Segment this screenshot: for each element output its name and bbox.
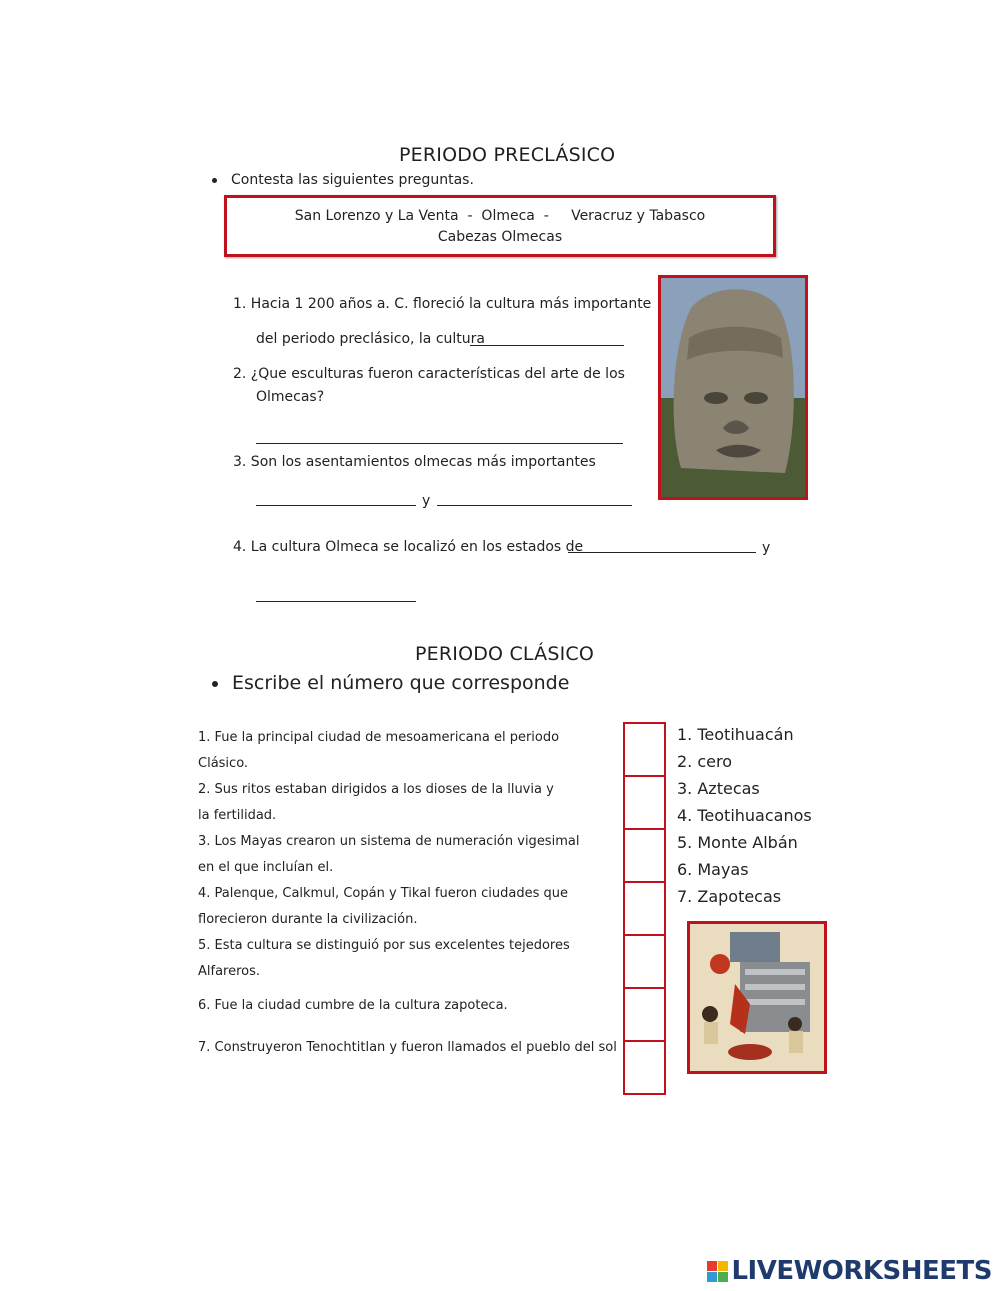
option-2: 2. cero bbox=[677, 752, 733, 771]
answer-box-5[interactable] bbox=[623, 934, 666, 989]
answer-blank-2[interactable] bbox=[256, 443, 623, 444]
question-2-line-2: Olmecas? bbox=[256, 389, 325, 405]
question-1-line-2: del periodo preclásico, la cultura bbox=[256, 331, 485, 347]
match-question-2-line-2: la fertilidad. bbox=[198, 808, 277, 823]
answer-blank-4a[interactable] bbox=[568, 552, 756, 553]
bullet-icon bbox=[212, 681, 218, 687]
match-question-2-line-1: 2. Sus ritos estaban dirigidos a los dioses de la lluvia y bbox=[198, 782, 554, 797]
match-question-1-line-1: 1. Fue la principal ciudad de mesoamericana el periodo bbox=[198, 730, 560, 745]
bullet-icon bbox=[212, 178, 217, 183]
logo-text: LIVEWORKSHEETS bbox=[731, 1256, 992, 1286]
answer-box-6[interactable] bbox=[623, 987, 666, 1042]
answer-blank-3a[interactable] bbox=[256, 505, 416, 506]
word-bank-line-1: San Lorenzo y La Venta - Olmeca - Veracruz y Tabasco bbox=[294, 208, 706, 224]
match-question-1-line-2: Clásico. bbox=[198, 756, 249, 771]
instruction-preclasico bbox=[212, 172, 474, 188]
option-7: 7. Zapotecas bbox=[677, 887, 782, 906]
codex-illustration bbox=[687, 921, 827, 1074]
olmec-head-photo bbox=[658, 275, 808, 500]
answer-box-2[interactable] bbox=[623, 775, 666, 830]
instruction-text: Contesta las siguientes preguntas. bbox=[231, 172, 474, 188]
match-question-3-line-2: en el que incluían el. bbox=[198, 860, 334, 875]
question-3-y: y bbox=[422, 493, 431, 509]
question-2-line-1: 2. ¿Que esculturas fueron características del arte de los bbox=[233, 366, 625, 382]
section-title-preclasico: PERIODO PRECLÁSICO bbox=[399, 144, 616, 166]
option-1: 1. Teotihuacán bbox=[677, 725, 794, 744]
option-6: 6. Mayas bbox=[677, 860, 749, 879]
answer-box-1[interactable] bbox=[623, 722, 666, 777]
option-5: 5. Monte Albán bbox=[677, 833, 798, 852]
question-3: 3. Son los asentamientos olmecas más importantes bbox=[233, 454, 596, 470]
instruction-text: Escribe el número que corresponde bbox=[232, 672, 570, 694]
matching-questions bbox=[198, 725, 618, 1061]
option-4: 4. Teotihuacanos bbox=[677, 806, 812, 825]
match-question-4-line-1: 4. Palenque, Calkmul, Copán y Tikal fueron ciudades que bbox=[198, 886, 568, 901]
question-4-y: y bbox=[762, 540, 771, 556]
question-4: 4. La cultura Olmeca se localizó en los estados de bbox=[233, 539, 584, 555]
word-bank-box bbox=[224, 195, 776, 257]
match-question-4-line-2: florecieron durante la civilización. bbox=[198, 912, 418, 927]
answer-box-4[interactable] bbox=[623, 881, 666, 936]
match-question-7: 7. Construyeron Tenochtitlan y fueron llamados el pueblo del sol bbox=[198, 1040, 617, 1055]
question-1-line-1: 1. Hacia 1 200 años a. C. floreció la cultura más importante bbox=[233, 296, 652, 312]
option-3: 3. Aztecas bbox=[677, 779, 760, 798]
liveworksheets-logo bbox=[707, 1256, 992, 1286]
match-question-3-line-1: 3. Los Mayas crearon un sistema de numeración vigesimal bbox=[198, 834, 580, 849]
answer-box-7[interactable] bbox=[623, 1040, 666, 1095]
match-question-6: 6. Fue la ciudad cumbre de la cultura zapoteca. bbox=[198, 998, 508, 1013]
section-title-clasico: PERIODO CLÁSICO bbox=[415, 643, 595, 665]
answer-blank-3b[interactable] bbox=[437, 505, 632, 506]
answer-blank-1[interactable] bbox=[470, 345, 624, 346]
options-list bbox=[677, 721, 812, 910]
answer-blank-4b[interactable] bbox=[256, 601, 416, 602]
word-bank-line-2: Cabezas Olmecas bbox=[437, 229, 563, 245]
match-question-5-line-1: 5. Esta cultura se distinguió por sus excelentes tejedores bbox=[198, 938, 570, 953]
instruction-clasico bbox=[212, 672, 569, 694]
answer-box-3[interactable] bbox=[623, 828, 666, 883]
logo-mark-icon bbox=[707, 1261, 728, 1282]
match-question-5-line-2: Alfareros. bbox=[198, 964, 261, 979]
olmec-head-image bbox=[661, 278, 805, 497]
answer-boxes bbox=[623, 722, 666, 1095]
codex-image bbox=[690, 924, 824, 1071]
